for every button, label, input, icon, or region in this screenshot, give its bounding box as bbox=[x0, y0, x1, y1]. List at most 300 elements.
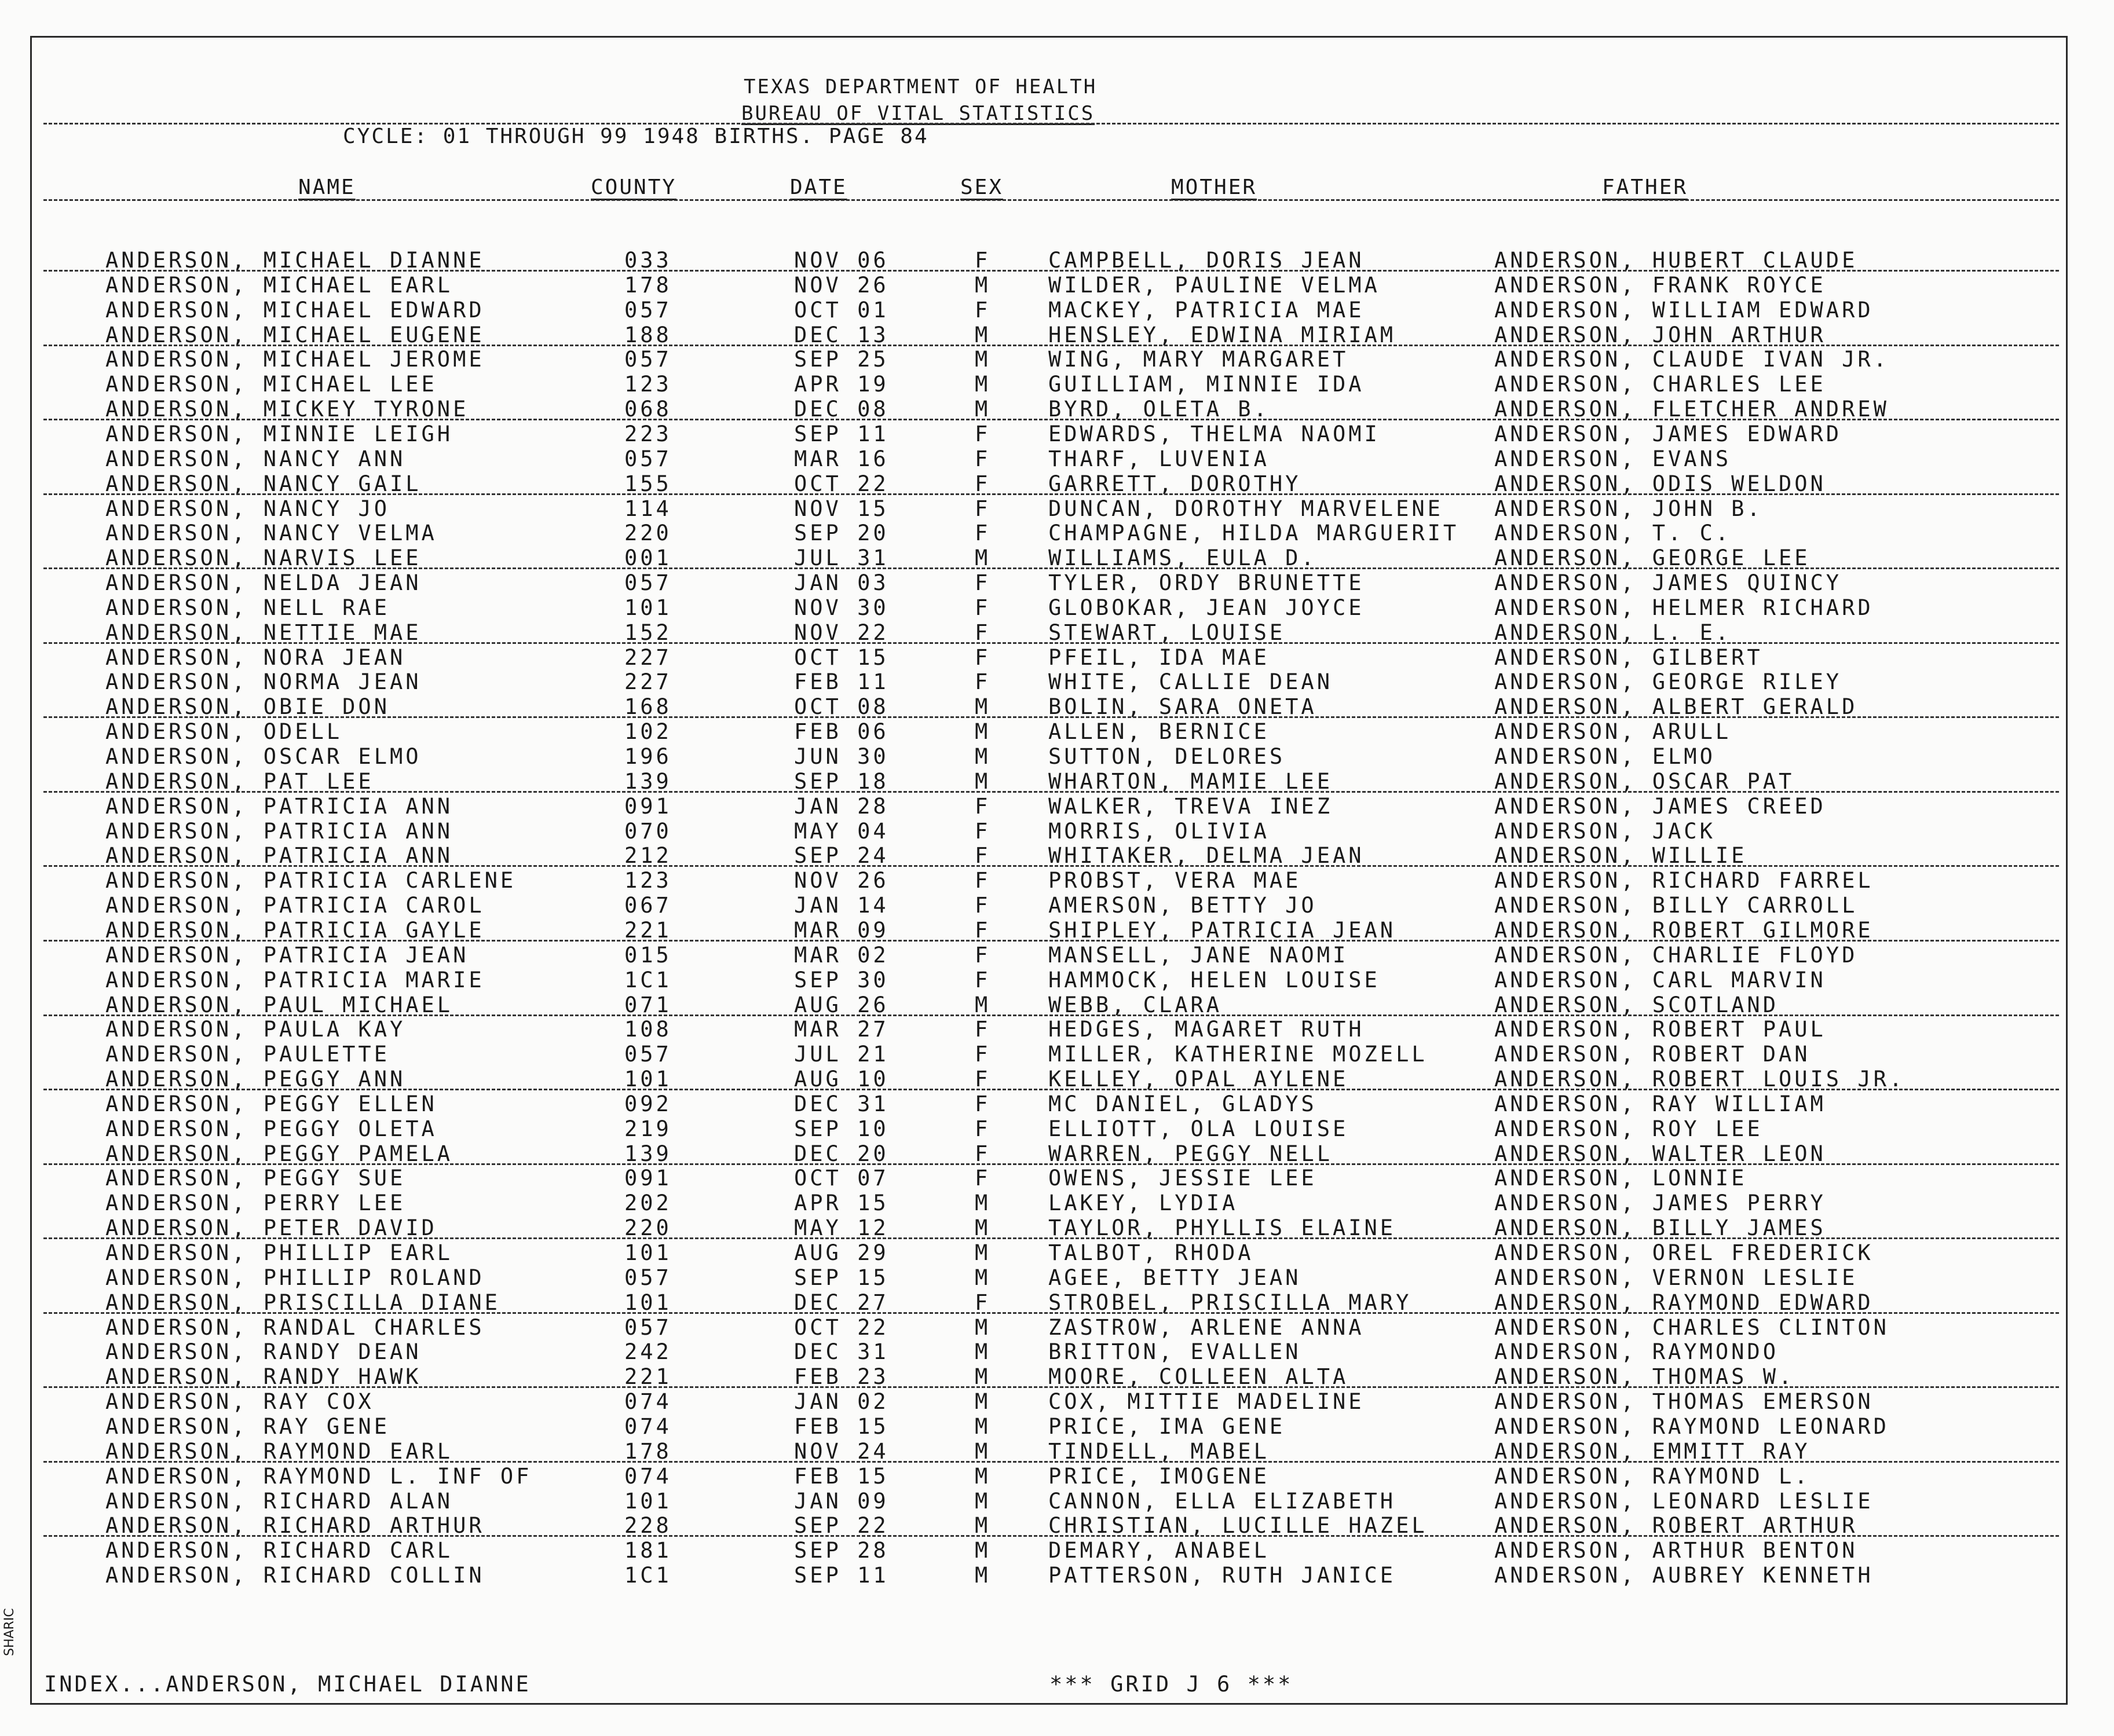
cell-date: OCT 01 bbox=[794, 297, 889, 323]
table-row bbox=[0, 595, 2114, 620]
cell-name: ANDERSON, RICHARD ALAN bbox=[105, 1488, 453, 1514]
cell-name: ANDERSON, PEGGY ELLEN bbox=[105, 1091, 437, 1116]
cell-date: NOV 22 bbox=[794, 620, 889, 645]
cell-father: ANDERSON, EMMITT RAY bbox=[1494, 1438, 1811, 1464]
cell-name: ANDERSON, PATRICIA CARLENE bbox=[105, 868, 517, 893]
cell-sex: F bbox=[975, 793, 991, 819]
table-row bbox=[0, 1389, 2114, 1414]
cell-county: 057 bbox=[624, 347, 672, 372]
cell-sex: F bbox=[975, 1042, 991, 1067]
cell-mother: GUILLIAM, MINNIE IDA bbox=[1048, 372, 1365, 397]
cell-father: ANDERSON, RAYMOND L. bbox=[1494, 1463, 1811, 1489]
cell-name: ANDERSON, NELDA JEAN bbox=[105, 570, 422, 596]
cell-sex: M bbox=[975, 1488, 991, 1514]
cell-mother: SUTTON, DELORES bbox=[1048, 744, 1286, 769]
cell-county: 114 bbox=[624, 496, 672, 521]
cell-county: 074 bbox=[624, 1413, 672, 1439]
table-row bbox=[0, 620, 2114, 645]
table-row bbox=[0, 397, 2114, 422]
table-row bbox=[0, 968, 2114, 992]
cell-name: ANDERSON, RANDY DEAN bbox=[105, 1339, 422, 1365]
cell-date: MAY 12 bbox=[794, 1215, 889, 1241]
cell-mother: PRICE, IMOGENE bbox=[1048, 1463, 1270, 1489]
cell-mother: STROBEL, PRISCILLA MARY bbox=[1048, 1290, 1412, 1315]
table-row bbox=[0, 669, 2114, 694]
cell-father: ANDERSON, RICHARD FARREL bbox=[1494, 868, 1874, 893]
cell-county: 101 bbox=[624, 595, 672, 620]
cell-sex: M bbox=[975, 1364, 991, 1390]
cell-county: 057 bbox=[624, 446, 672, 471]
cell-name: ANDERSON, MICHAEL EARL bbox=[105, 272, 453, 298]
cell-mother: MOORE, COLLEEN ALTA bbox=[1048, 1364, 1349, 1390]
cell-mother: BRITTON, EVALLEN bbox=[1048, 1339, 1301, 1365]
cell-name: ANDERSON, PATRICIA JEAN bbox=[105, 942, 469, 968]
cell-date: JAN 28 bbox=[794, 793, 889, 819]
cell-date: SEP 30 bbox=[794, 967, 889, 992]
table-row bbox=[0, 992, 2114, 1017]
cell-father: ANDERSON, EVANS bbox=[1494, 446, 1732, 471]
cell-county: 221 bbox=[624, 1364, 672, 1390]
cell-sex: M bbox=[975, 322, 991, 347]
cell-sex: M bbox=[975, 992, 991, 1017]
cell-sex: F bbox=[975, 1141, 991, 1166]
cell-county: 1C1 bbox=[624, 967, 672, 992]
cell-date: SEP 11 bbox=[794, 1563, 889, 1588]
cell-sex: F bbox=[975, 471, 991, 496]
cell-mother: GARRETT, DOROTHY bbox=[1048, 471, 1301, 496]
cell-father: ANDERSON, FLETCHER ANDREW bbox=[1494, 397, 1889, 422]
cell-mother: MILLER, KATHERINE MOZELL bbox=[1048, 1042, 1428, 1067]
cell-mother: MORRIS, OLIVIA bbox=[1048, 818, 1270, 844]
cell-mother: HEDGES, MAGARET RUTH bbox=[1048, 1017, 1365, 1042]
cell-sex: M bbox=[975, 1463, 991, 1489]
cell-mother: PRICE, IMA GENE bbox=[1048, 1413, 1286, 1439]
cell-name: ANDERSON, RAYMOND L. INF OF bbox=[105, 1463, 532, 1489]
cell-date: FEB 15 bbox=[794, 1413, 889, 1439]
cell-county: 220 bbox=[624, 1215, 672, 1241]
cell-county: 228 bbox=[624, 1513, 672, 1539]
cell-sex: F bbox=[975, 521, 991, 546]
cell-date: MAR 02 bbox=[794, 942, 889, 968]
cell-name: ANDERSON, PATRICIA MARIE bbox=[105, 967, 485, 992]
table-row bbox=[0, 694, 2114, 719]
cell-county: 202 bbox=[624, 1191, 672, 1216]
cell-name: ANDERSON, MICHAEL EUGENE bbox=[105, 322, 485, 347]
cell-sex: F bbox=[975, 1166, 991, 1191]
cell-mother: HAMMOCK, HELEN LOUISE bbox=[1048, 967, 1380, 992]
cell-father: ANDERSON, GILBERT bbox=[1494, 644, 1763, 670]
cell-date: MAY 04 bbox=[794, 818, 889, 844]
cell-father: ANDERSON, AUBREY KENNETH bbox=[1494, 1563, 1874, 1588]
cell-county: 101 bbox=[624, 1240, 672, 1265]
cell-county: 123 bbox=[624, 868, 672, 893]
cell-father: ANDERSON, JAMES PERRY bbox=[1494, 1191, 1826, 1216]
cell-father: ANDERSON, HUBERT CLAUDE bbox=[1494, 248, 1858, 273]
table-row bbox=[0, 496, 2114, 521]
cell-county: 139 bbox=[624, 768, 672, 794]
cell-date: OCT 08 bbox=[794, 694, 889, 720]
cell-sex: F bbox=[975, 942, 991, 968]
table-row bbox=[0, 1141, 2114, 1166]
cell-sex: M bbox=[975, 545, 991, 571]
table-row bbox=[0, 744, 2114, 769]
cell-county: 091 bbox=[624, 1166, 672, 1191]
cell-name: ANDERSON, NANCY JO bbox=[105, 496, 390, 521]
cell-date: NOV 30 bbox=[794, 595, 889, 620]
cell-name: ANDERSON, RICHARD COLLIN bbox=[105, 1563, 485, 1588]
cell-father: ANDERSON, OREL FREDERICK bbox=[1494, 1240, 1874, 1265]
cell-date: SEP 25 bbox=[794, 347, 889, 372]
cell-county: 057 bbox=[624, 297, 672, 323]
cell-name: ANDERSON, RICHARD ARTHUR bbox=[105, 1513, 485, 1539]
cell-father: ANDERSON, ROBERT DAN bbox=[1494, 1042, 1811, 1067]
table-row bbox=[0, 248, 2114, 273]
cell-date: DEC 27 bbox=[794, 1290, 889, 1315]
cell-mother: MACKEY, PATRICIA MAE bbox=[1048, 297, 1365, 323]
cell-date: DEC 31 bbox=[794, 1091, 889, 1116]
cell-county: 152 bbox=[624, 620, 672, 645]
cell-date: SEP 28 bbox=[794, 1538, 889, 1563]
table-row bbox=[0, 1092, 2114, 1116]
table-row bbox=[0, 347, 2114, 372]
table-row bbox=[0, 422, 2114, 446]
side-label: SHARIC bbox=[2, 1608, 17, 1656]
cell-date: NOV 26 bbox=[794, 272, 889, 298]
cell-mother: CHRISTIAN, LUCILLE HAZEL bbox=[1048, 1513, 1428, 1539]
cell-father: ANDERSON, ARULL bbox=[1494, 719, 1732, 745]
table-row bbox=[0, 298, 2114, 323]
cell-date: NOV 06 bbox=[794, 248, 889, 273]
cell-sex: M bbox=[975, 372, 991, 397]
cell-name: ANDERSON, PAULA KAY bbox=[105, 1017, 406, 1042]
cell-name: ANDERSON, PATRICIA CAROL bbox=[105, 893, 485, 918]
cell-date: FEB 15 bbox=[794, 1463, 889, 1489]
cell-mother: KELLEY, OPAL AYLENE bbox=[1048, 1067, 1349, 1092]
cell-father: ANDERSON, ARTHUR BENTON bbox=[1494, 1538, 1858, 1563]
cell-name: ANDERSON, RICHARD CARL bbox=[105, 1538, 453, 1563]
table-row bbox=[0, 868, 2114, 893]
cell-mother: LAKEY, LYDIA bbox=[1048, 1191, 1238, 1216]
cell-name: ANDERSON, MINNIE LEIGH bbox=[105, 421, 453, 446]
cell-father: ANDERSON, HELMER RICHARD bbox=[1494, 595, 1874, 620]
cell-mother: TALBOT, RHODA bbox=[1048, 1240, 1254, 1265]
cell-county: 188 bbox=[624, 322, 672, 347]
cell-name: ANDERSON, NANCY GAIL bbox=[105, 471, 422, 496]
cell-father: ANDERSON, JAMES QUINCY bbox=[1494, 570, 1842, 596]
cell-county: 057 bbox=[624, 1265, 672, 1290]
cell-date: OCT 15 bbox=[794, 644, 889, 670]
cell-sex: F bbox=[975, 818, 991, 844]
cell-father: ANDERSON, ROBERT LOUIS JR. bbox=[1494, 1067, 1905, 1092]
cell-county: 033 bbox=[624, 248, 672, 273]
cell-mother: GLOBOKAR, JEAN JOYCE bbox=[1048, 595, 1365, 620]
cell-mother: WHITE, CALLIE DEAN bbox=[1048, 669, 1333, 695]
cell-date: JUL 31 bbox=[794, 545, 889, 571]
cell-name: ANDERSON, RAYMOND EARL bbox=[105, 1438, 453, 1464]
table-row bbox=[0, 843, 2114, 868]
cell-mother: TINDELL, MABEL bbox=[1048, 1438, 1270, 1464]
cell-sex: M bbox=[975, 744, 991, 769]
table-row bbox=[0, 1017, 2114, 1042]
cell-sex: F bbox=[975, 496, 991, 521]
cell-father: ANDERSON, CHARLIE FLOYD bbox=[1494, 942, 1858, 968]
cell-father: ANDERSON, GEORGE LEE bbox=[1494, 545, 1811, 571]
cell-county: 139 bbox=[624, 1141, 672, 1166]
table-row bbox=[0, 1489, 2114, 1514]
cell-date: NOV 24 bbox=[794, 1438, 889, 1464]
cell-date: JUN 30 bbox=[794, 744, 889, 769]
table-row bbox=[0, 1439, 2114, 1464]
cell-father: ANDERSON, WALTER LEON bbox=[1494, 1141, 1826, 1166]
cell-name: ANDERSON, RANDAL CHARLES bbox=[105, 1314, 485, 1340]
cell-county: 168 bbox=[624, 694, 672, 720]
table-row bbox=[0, 1513, 2114, 1538]
cell-sex: M bbox=[975, 1538, 991, 1563]
cell-father: ANDERSON, RAYMONDO bbox=[1494, 1339, 1779, 1365]
cell-county: 242 bbox=[624, 1339, 672, 1365]
cell-date: NOV 26 bbox=[794, 868, 889, 893]
cell-sex: M bbox=[975, 1240, 991, 1265]
table-row bbox=[0, 273, 2114, 298]
cell-date: SEP 24 bbox=[794, 843, 889, 869]
cell-sex: F bbox=[975, 570, 991, 596]
cell-date: MAR 09 bbox=[794, 917, 889, 943]
cell-father: ANDERSON, BILLY JAMES bbox=[1494, 1215, 1826, 1241]
cell-date: DEC 31 bbox=[794, 1339, 889, 1365]
cell-sex: F bbox=[975, 1067, 991, 1092]
table-row bbox=[0, 1191, 2114, 1215]
cell-county: 074 bbox=[624, 1463, 672, 1489]
cell-sex: F bbox=[975, 595, 991, 620]
cell-name: ANDERSON, PATRICIA ANN bbox=[105, 793, 453, 819]
cell-county: 178 bbox=[624, 1438, 672, 1464]
cell-father: ANDERSON, THOMAS W. bbox=[1494, 1364, 1795, 1390]
cell-father: ANDERSON, CLAUDE IVAN JR. bbox=[1494, 347, 1889, 372]
cell-sex: F bbox=[975, 248, 991, 273]
cell-sex: F bbox=[975, 1290, 991, 1315]
cell-county: 068 bbox=[624, 397, 672, 422]
cell-sex: F bbox=[975, 1017, 991, 1042]
cell-date: OCT 22 bbox=[794, 471, 889, 496]
cell-date: FEB 11 bbox=[794, 669, 889, 695]
cell-name: ANDERSON, MICKEY TYRONE bbox=[105, 397, 469, 422]
cell-sex: M bbox=[975, 1215, 991, 1241]
table-row bbox=[0, 1464, 2114, 1489]
cell-name: ANDERSON, OSCAR ELMO bbox=[105, 744, 422, 769]
cell-date: JAN 02 bbox=[794, 1389, 889, 1415]
cell-father: ANDERSON, FRANK ROYCE bbox=[1494, 272, 1826, 298]
index-footer: INDEX...ANDERSON, MICHAEL DIANNE bbox=[44, 1672, 531, 1697]
cell-sex: M bbox=[975, 1438, 991, 1464]
cell-father: ANDERSON, CARL MARVIN bbox=[1494, 967, 1826, 992]
cell-date: SEP 15 bbox=[794, 1265, 889, 1290]
cell-date: APR 19 bbox=[794, 372, 889, 397]
cell-father: ANDERSON, JAMES EDWARD bbox=[1494, 421, 1842, 446]
cell-mother: STEWART, LOUISE bbox=[1048, 620, 1286, 645]
cell-sex: F bbox=[975, 446, 991, 471]
cell-sex: M bbox=[975, 1191, 991, 1216]
cell-father: ANDERSON, ROBERT GILMORE bbox=[1494, 917, 1874, 943]
cell-mother: MANSELL, JANE NAOMI bbox=[1048, 942, 1349, 968]
cell-sex: F bbox=[975, 669, 991, 695]
cell-father: ANDERSON, RAYMOND EDWARD bbox=[1494, 1290, 1874, 1315]
cell-sex: M bbox=[975, 272, 991, 298]
cell-name: ANDERSON, MICHAEL JEROME bbox=[105, 347, 485, 372]
table-row bbox=[0, 794, 2114, 819]
cell-sex: F bbox=[975, 1091, 991, 1116]
cell-name: ANDERSON, PHILLIP ROLAND bbox=[105, 1265, 485, 1290]
department-title: TEXAS DEPARTMENT OF HEALTH bbox=[744, 75, 1098, 98]
cell-county: 102 bbox=[624, 719, 672, 745]
cell-county: 001 bbox=[624, 545, 672, 571]
cell-father: ANDERSON, WILLIE bbox=[1494, 843, 1747, 869]
table-row bbox=[0, 719, 2114, 744]
cell-county: 067 bbox=[624, 893, 672, 918]
cell-mother: AGEE, BETTY JEAN bbox=[1048, 1265, 1301, 1290]
cell-county: 196 bbox=[624, 744, 672, 769]
cell-name: ANDERSON, NORA JEAN bbox=[105, 644, 406, 670]
cell-date: SEP 20 bbox=[794, 521, 889, 546]
cell-mother: PFEIL, IDA MAE bbox=[1048, 644, 1270, 670]
cell-date: APR 15 bbox=[794, 1191, 889, 1216]
cell-county: 155 bbox=[624, 471, 672, 496]
cell-name: ANDERSON, ODELL bbox=[105, 719, 343, 745]
column-header-county: COUNTY bbox=[591, 175, 677, 199]
cell-name: ANDERSON, PERRY LEE bbox=[105, 1191, 406, 1216]
cell-name: ANDERSON, PHILLIP EARL bbox=[105, 1240, 453, 1265]
cell-county: 057 bbox=[624, 1314, 672, 1340]
cell-sex: F bbox=[975, 620, 991, 645]
cell-name: ANDERSON, NANCY ANN bbox=[105, 446, 406, 471]
cell-county: 227 bbox=[624, 644, 672, 670]
cell-father: ANDERSON, ROBERT PAUL bbox=[1494, 1017, 1826, 1042]
cell-name: ANDERSON, PRISCILLA DIANE bbox=[105, 1290, 500, 1315]
cell-sex: M bbox=[975, 1265, 991, 1290]
table-row bbox=[0, 769, 2114, 794]
cell-date: SEP 10 bbox=[794, 1116, 889, 1141]
cell-date: SEP 11 bbox=[794, 421, 889, 446]
cell-name: ANDERSON, NETTIE MAE bbox=[105, 620, 422, 645]
cell-mother: WING, MARY MARGARET bbox=[1048, 347, 1349, 372]
cell-sex: M bbox=[975, 1339, 991, 1365]
cell-father: ANDERSON, THOMAS EMERSON bbox=[1494, 1389, 1874, 1415]
cell-mother: TAYLOR, PHYLLIS ELAINE bbox=[1048, 1215, 1396, 1241]
cell-sex: M bbox=[975, 719, 991, 745]
cell-date: SEP 18 bbox=[794, 768, 889, 794]
cell-mother: HENSLEY, EDWINA MIRIAM bbox=[1048, 322, 1396, 347]
cell-name: ANDERSON, MICHAEL EDWARD bbox=[105, 297, 485, 323]
cell-county: 057 bbox=[624, 570, 672, 596]
cell-mother: TYLER, ORDY BRUNETTE bbox=[1048, 570, 1365, 596]
table-row bbox=[0, 1339, 2114, 1364]
table-row bbox=[0, 1538, 2114, 1563]
cell-county: 091 bbox=[624, 793, 672, 819]
table-row bbox=[0, 1042, 2114, 1067]
cell-father: ANDERSON, WILLIAM EDWARD bbox=[1494, 297, 1874, 323]
cell-mother: EDWARDS, THELMA NAOMI bbox=[1048, 421, 1380, 446]
cell-father: ANDERSON, JOHN ARTHUR bbox=[1494, 322, 1826, 347]
cell-father: ANDERSON, LEONARD LESLIE bbox=[1494, 1488, 1874, 1514]
cell-sex: F bbox=[975, 644, 991, 670]
cell-date: SEP 22 bbox=[794, 1513, 889, 1539]
cell-mother: CHAMPAGNE, HILDA MARGUERIT bbox=[1048, 521, 1460, 546]
cell-mother: ZASTROW, ARLENE ANNA bbox=[1048, 1314, 1365, 1340]
column-header-date: DATE bbox=[790, 175, 847, 199]
cell-sex: F bbox=[975, 893, 991, 918]
table-row bbox=[0, 372, 2114, 397]
cell-name: ANDERSON, PEGGY OLETA bbox=[105, 1116, 437, 1141]
cell-date: DEC 08 bbox=[794, 397, 889, 422]
cell-father: ANDERSON, LONNIE bbox=[1494, 1166, 1747, 1191]
cell-date: JAN 03 bbox=[794, 570, 889, 596]
cell-father: ANDERSON, CHARLES CLINTON bbox=[1494, 1314, 1889, 1340]
cell-father: ANDERSON, ALBERT GERALD bbox=[1494, 694, 1858, 720]
cell-sex: M bbox=[975, 397, 991, 422]
cell-county: 221 bbox=[624, 917, 672, 943]
cell-date: JAN 09 bbox=[794, 1488, 889, 1514]
cell-mother: PROBST, VERA MAE bbox=[1048, 868, 1301, 893]
table-row bbox=[0, 323, 2114, 347]
cell-county: 101 bbox=[624, 1067, 672, 1092]
cell-county: 219 bbox=[624, 1116, 672, 1141]
cell-father: ANDERSON, ODIS WELDON bbox=[1494, 471, 1826, 496]
table-row bbox=[0, 819, 2114, 844]
cell-mother: MC DANIEL, GLADYS bbox=[1048, 1091, 1317, 1116]
cell-county: 220 bbox=[624, 521, 672, 546]
cell-mother: AMERSON, BETTY JO bbox=[1048, 893, 1317, 918]
cell-mother: BOLIN, SARA ONETA bbox=[1048, 694, 1317, 720]
table-row bbox=[0, 471, 2114, 496]
cell-date: AUG 26 bbox=[794, 992, 889, 1017]
cell-father: ANDERSON, RAYMOND LEONARD bbox=[1494, 1413, 1889, 1439]
table-row bbox=[0, 1265, 2114, 1290]
table-row bbox=[0, 1315, 2114, 1340]
cell-county: 092 bbox=[624, 1091, 672, 1116]
cell-date: FEB 23 bbox=[794, 1364, 889, 1390]
cycle-line: CYCLE: 01 THROUGH 99 1948 BIRTHS. PAGE 84 bbox=[343, 124, 929, 148]
cell-sex: M bbox=[975, 694, 991, 720]
cell-county: 178 bbox=[624, 272, 672, 298]
cell-sex: F bbox=[975, 421, 991, 446]
cell-name: ANDERSON, RANDY HAWK bbox=[105, 1364, 422, 1390]
cell-mother: COX, MITTIE MADELINE bbox=[1048, 1389, 1365, 1415]
table-row bbox=[0, 1290, 2114, 1315]
column-header-name: NAME bbox=[298, 175, 356, 199]
cell-mother: THARF, LUVENIA bbox=[1048, 446, 1270, 471]
cell-name: ANDERSON, NANCY VELMA bbox=[105, 521, 437, 546]
cell-date: OCT 22 bbox=[794, 1314, 889, 1340]
cell-sex: F bbox=[975, 967, 991, 992]
cell-county: 015 bbox=[624, 942, 672, 968]
cell-mother: ALLEN, BERNICE bbox=[1048, 719, 1270, 745]
cell-father: ANDERSON, CHARLES LEE bbox=[1494, 372, 1826, 397]
table-row bbox=[0, 1166, 2114, 1191]
cell-father: ANDERSON, BILLY CARROLL bbox=[1494, 893, 1858, 918]
cell-mother: DUNCAN, DOROTHY MARVELENE bbox=[1048, 496, 1443, 521]
cell-mother: DEMARY, ANABEL bbox=[1048, 1538, 1270, 1563]
table-row bbox=[0, 893, 2114, 918]
cell-sex: M bbox=[975, 1413, 991, 1439]
cell-father: ANDERSON, OSCAR PAT bbox=[1494, 768, 1795, 794]
table-row bbox=[0, 521, 2114, 545]
column-header-father: FATHER bbox=[1602, 175, 1688, 199]
cell-name: ANDERSON, OBIE DON bbox=[105, 694, 390, 720]
table-row bbox=[0, 918, 2114, 943]
cell-father: ANDERSON, SCOTLAND bbox=[1494, 992, 1779, 1017]
cell-county: 181 bbox=[624, 1538, 672, 1563]
cell-mother: SHIPLEY, PATRICIA JEAN bbox=[1048, 917, 1396, 943]
table-row bbox=[0, 570, 2114, 595]
